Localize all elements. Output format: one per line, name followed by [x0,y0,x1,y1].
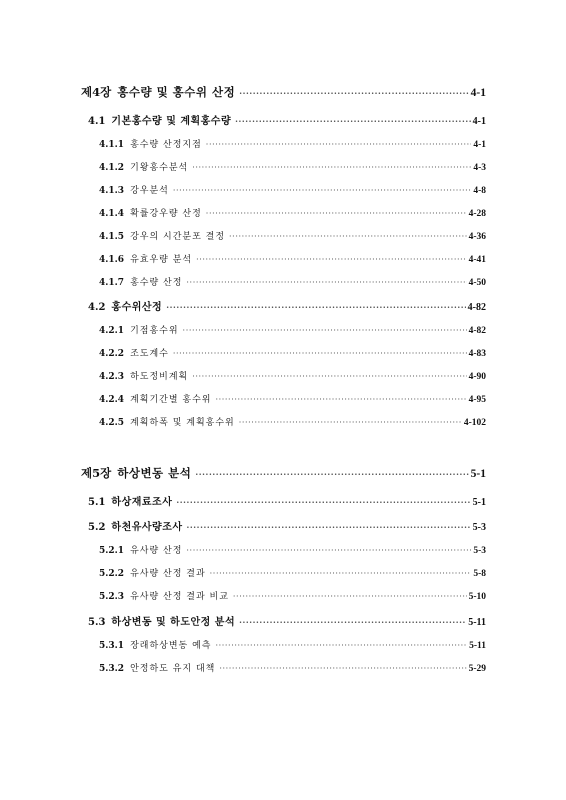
toc-entry-page-number: 4-8 [473,186,486,196]
toc-entry-page-number: 4-50 [468,278,486,288]
toc-entry-title: 조도계수 [130,349,169,359]
toc-entry-number: 5.2 [88,522,106,533]
toc-entry-title: 홍수량 및 홍수위 산정 [117,85,236,99]
toc-entry-number: 4.2.2 [99,349,125,359]
toc-entry-title: 강우분석 [130,186,169,196]
toc-entry-level-3[interactable] [99,137,486,150]
toc-entry-title: 하상변동 분석 [117,466,192,480]
toc-entry-number: 5.3.2 [99,664,125,674]
toc-entry-level-3[interactable] [99,589,486,602]
dot-leader [166,302,465,312]
toc-entry-number: 4.2.4 [99,395,125,405]
toc-entry-title: 하도정비계획 [130,372,189,382]
toc-entry-number: 4.1 [88,116,106,127]
toc-entry-page-number: 4-102 [463,418,486,428]
toc-entry-level-3[interactable] [99,661,486,674]
toc-entry-level-2[interactable] [88,613,486,628]
toc-entry-level-2[interactable] [88,518,486,533]
toc-entry-number: 5.3 [88,617,106,628]
toc-entry-page-number: 5-11 [469,641,486,651]
toc-entry-title: 기점홍수위 [130,326,179,336]
dot-leader [239,617,466,627]
toc-entry-level-2[interactable] [88,298,486,313]
toc-entry-level-2[interactable] [88,493,486,508]
toc-entry-level-3[interactable] [99,323,486,336]
toc-entry-page-number: 5-11 [468,617,486,628]
toc-entry-level-3[interactable] [99,369,486,382]
dot-leader [215,641,467,650]
toc-entry-page-number: 4-95 [468,395,486,405]
toc-entry-level-3[interactable] [99,183,486,196]
toc-entry-number: 5.2.1 [99,546,125,556]
toc-entry-page-number: 4-83 [468,349,486,359]
toc-entry-number: 4.1.6 [99,255,125,265]
dot-leader [210,569,472,578]
toc-entry-page-number: 4-36 [468,232,486,242]
dot-leader [239,88,468,98]
dot-leader [235,116,471,126]
toc-entry-page-number: 4-82 [468,326,486,336]
dot-leader [186,278,466,287]
dot-leader [215,395,466,404]
toc-entry-title: 홍수량 산정지점 [130,140,202,150]
toc-entry-page-number: 5-3 [472,522,486,533]
toc-entry-title: 확률강우량 산정 [130,209,202,219]
toc-entry-number: 4.1.7 [99,278,125,288]
toc-entry-title: 홍수위산정 [111,302,163,313]
toc-entry-number: 4.1.5 [99,232,125,242]
toc-entry-number: 4.2.1 [99,326,125,336]
toc-entry-level-3[interactable] [99,566,486,579]
toc-entry-title: 유사량 산정 결과 [130,569,206,579]
toc-entry-title: 계획기간별 홍수위 [130,395,212,405]
toc-entry-number: 4.1.3 [99,186,125,196]
toc-entry-page-number: 4-1 [470,87,486,99]
toc-entry-level-1[interactable] [81,465,486,481]
toc-entry-page-number: 4-28 [468,209,486,219]
toc-entry-title: 강우의 시간분포 결정 [130,232,226,242]
toc-entry-level-3[interactable] [99,229,486,242]
toc-entry-number: 4.2 [88,302,106,313]
toc-entry-page-number: 5-1 [470,468,486,480]
dot-leader [219,664,466,673]
dot-leader [192,163,471,172]
dot-leader [187,522,471,532]
toc-entry-level-3[interactable] [99,346,486,359]
toc-entry-number: 제5장 [81,466,112,480]
toc-entry-title: 기왕홍수분석 [130,163,189,173]
toc-entry-number: 5.2.3 [99,592,125,602]
toc-entry-number: 4.1.4 [99,209,125,219]
toc-entry-level-3[interactable] [99,275,486,288]
toc-entry-page-number: 5-8 [473,569,486,579]
dot-leader [183,326,467,335]
toc-entry-page-number: 4-1 [473,140,486,150]
dot-leader [192,372,466,381]
toc-entry-page-number: 5-29 [468,664,486,674]
toc-entry-page-number: 4-41 [468,255,486,265]
toc-entry-level-3[interactable] [99,160,486,173]
dot-leader [206,140,472,149]
toc-entry-page-number: 5-3 [473,546,486,556]
toc-entry-level-2[interactable] [88,112,486,127]
toc-entry-title: 계획하폭 및 계획홍수위 [130,418,235,428]
toc-entry-title: 하상재료조사 [111,497,173,508]
toc-entry-title: 유효우량 분석 [130,255,193,265]
toc-entry-page-number: 5-1 [472,497,486,508]
toc-entry-title: 유사량 산정 [130,546,183,556]
toc-entry-number: 4.2.5 [99,418,125,428]
dot-leader [176,497,470,507]
toc-entry-page-number: 4-1 [472,116,486,127]
dot-leader [229,232,467,241]
toc-entry-level-1[interactable] [81,84,486,100]
dot-leader [186,546,471,555]
toc-entry-level-3[interactable] [99,638,486,651]
toc-entry-level-3[interactable] [99,543,486,556]
toc-entry-page-number: 5-10 [468,592,486,602]
toc-entry-level-3[interactable] [99,392,486,405]
toc-entry-level-3[interactable] [99,415,486,428]
dot-leader [196,255,466,264]
dot-leader [233,592,467,601]
dot-leader [239,418,462,427]
toc-entry-title: 유사량 산정 결과 비교 [130,592,229,602]
toc-entry-title: 홍수량 산정 [130,278,183,288]
toc-entry-title: 안정하도 유지 대책 [130,664,216,674]
toc-entry-number: 5.1 [88,497,106,508]
toc-entry-title: 장래하상변동 예측 [130,641,212,651]
toc-entry-number: 4.1.1 [99,140,125,150]
toc-entry-number: 4.1.2 [99,163,125,173]
dot-leader [173,186,471,195]
toc-entry-number: 5.2.2 [99,569,125,579]
dot-leader [195,469,468,479]
dot-leader [206,209,467,218]
toc-entry-page-number: 4-3 [473,163,486,173]
toc-entry-title: 기본홍수량 및 계획홍수량 [111,116,232,127]
toc-entry-title: 하천유사량조사 [111,522,183,533]
toc-entry-title: 하상변동 및 하도안정 분석 [111,617,236,628]
toc-entry-page-number: 4-82 [467,302,486,313]
toc-entry-level-3[interactable] [99,252,486,265]
toc-entry-number: 4.2.3 [99,372,125,382]
toc-entry-level-3[interactable] [99,206,486,219]
toc-entry-number: 제4장 [81,85,112,99]
toc-entry-number: 5.3.1 [99,641,125,651]
dot-leader [173,349,467,358]
toc-entry-page-number: 4-90 [468,372,486,382]
